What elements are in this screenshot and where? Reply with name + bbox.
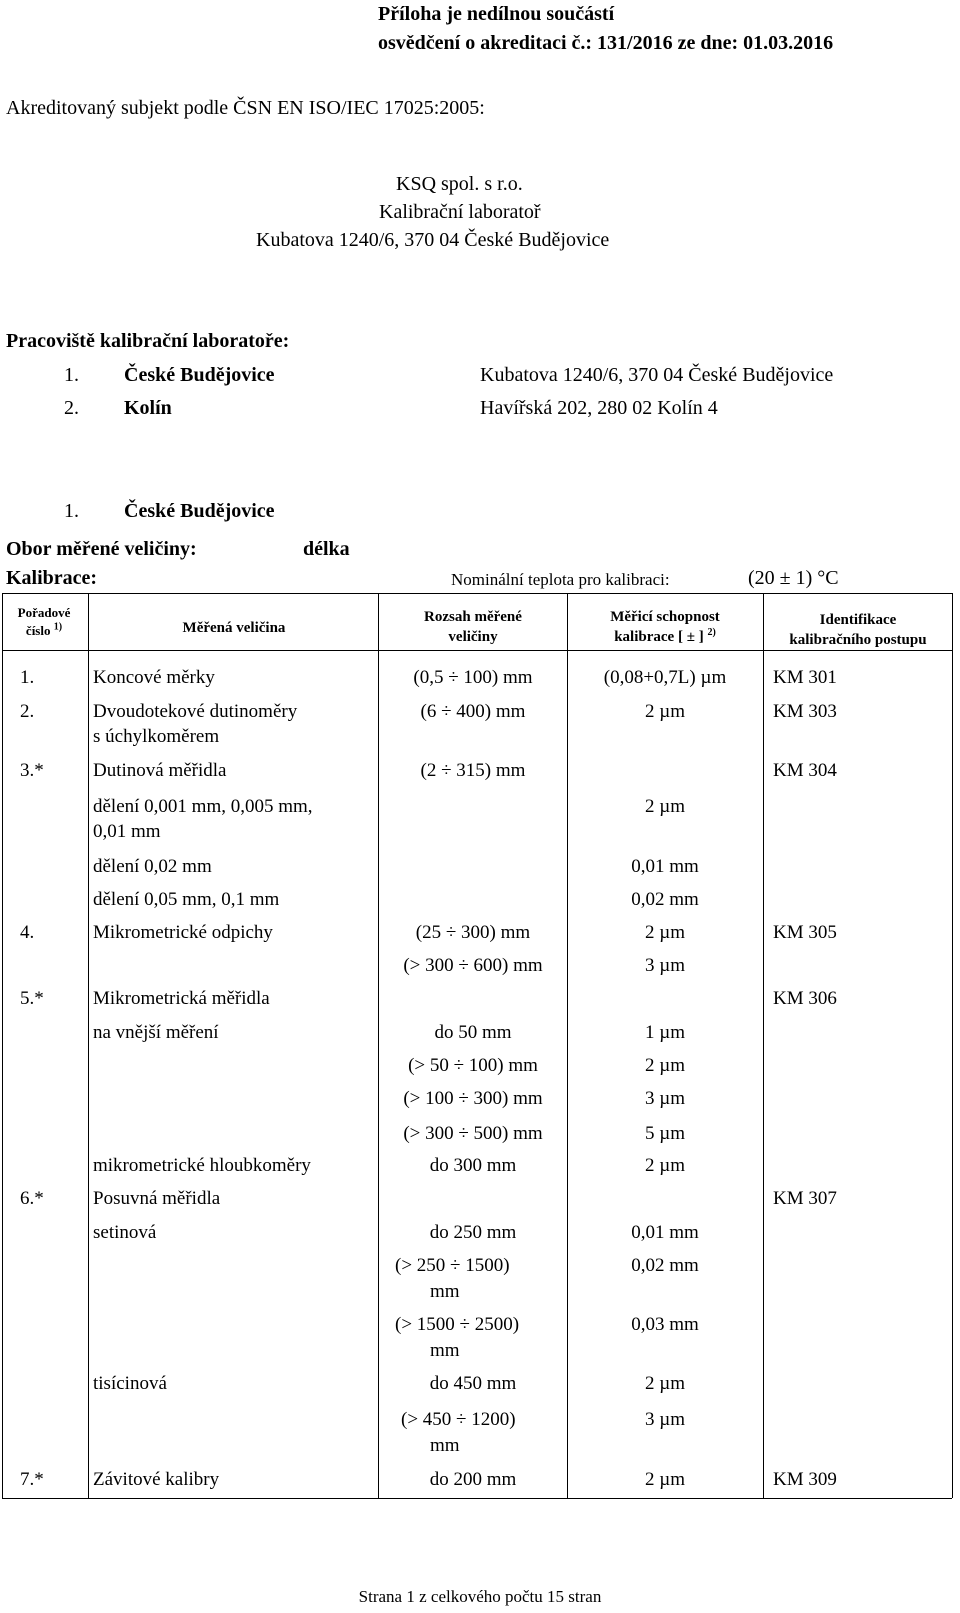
row-subitem: setinová [93, 1222, 157, 1243]
row-ident: KM 305 [773, 922, 837, 943]
row-num: 2. [20, 701, 35, 722]
header-ident-line-2: kalibračního postupu [789, 632, 927, 648]
row-name: Mikrometrické odpichy [93, 922, 273, 943]
row-subitem: tisícinová [93, 1373, 167, 1394]
row-capability: 2 µm [645, 796, 685, 817]
row-name-line-2: s úchylkoměrem [93, 726, 220, 747]
row-range: (> 100 ÷ 300) mm [403, 1088, 543, 1109]
row-name: Závitové kalibry [93, 1469, 220, 1490]
page-footer: Strana 1 z celkového počtu 15 stran [358, 1587, 602, 1606]
row-capability: 3 µm [645, 1409, 685, 1430]
row-subitem: dělení 0,001 mm, 0,005 mm, [93, 796, 313, 817]
row-ident: KM 303 [773, 701, 837, 722]
annex-line-1: Příloha je nedílnou součástí [378, 3, 615, 25]
row-name: Dutinová měřidla [93, 760, 227, 781]
field-label: Obor měřené veličiny: [6, 538, 197, 560]
row-subitem: na vnější měření [93, 1022, 219, 1043]
header-range [380, 607, 566, 647]
workplace-2-name: Kolín [124, 397, 172, 419]
header-ident [765, 610, 951, 650]
nominal-temp-label: Nominální teplota pro kalibraci: [451, 570, 670, 589]
row-range: (2 ÷ 315) mm [420, 760, 526, 781]
row-range: (25 ÷ 300) mm [415, 922, 531, 943]
header-ident-line-1: Identifikace [819, 612, 897, 628]
row-subitem-line-2: 0,01 mm [93, 821, 161, 842]
row-subitem: mikrometrické hloubkoměry [93, 1155, 311, 1176]
row-num: 5.* [20, 988, 44, 1009]
row-range-unit: mm [430, 1435, 460, 1456]
row-name: Dvoudotekové dutinoměry [93, 701, 298, 722]
nominal-temp-value: (20 ± 1) °C [748, 567, 839, 589]
row-capability: 0,03 mm [631, 1314, 699, 1335]
section-num: 1. [64, 500, 79, 522]
row-ident: KM 306 [773, 988, 837, 1009]
workplace-1-num: 1. [64, 364, 79, 386]
row-range: (> 300 ÷ 500) mm [403, 1123, 543, 1144]
row-ident: KM 307 [773, 1188, 837, 1209]
company-dept: Kalibrační laboratoř [379, 201, 541, 223]
row-num: 4. [20, 922, 35, 943]
workplace-1-address: Kubatova 1240/6, 370 04 České Budějovice [480, 364, 834, 386]
row-range: (6 ÷ 400) mm [420, 701, 526, 722]
header-order-line-1: Pořadové [17, 605, 71, 620]
row-range: do 200 mm [429, 1469, 517, 1490]
header-order-line-2: číslo $^{1)}$ [25, 621, 63, 638]
row-capability: 1 µm [645, 1022, 685, 1043]
header-quantity: Měřená veličina [182, 620, 286, 636]
row-name: Posuvná měřidla [93, 1188, 221, 1209]
row-num: 3.* [20, 760, 44, 781]
row-capability: 3 µm [645, 955, 685, 976]
table-col-border [378, 593, 379, 1498]
row-range: do 450 mm [429, 1373, 517, 1394]
table-col-border [2, 593, 3, 1498]
header-order [14, 604, 74, 640]
company-address: Kubatova 1240/6, 370 04 České Budějovice [256, 229, 610, 251]
table-col-border [952, 593, 953, 1498]
row-subitem: dělení 0,05 mm, 0,1 mm [93, 889, 280, 910]
field-value: délka [303, 538, 350, 560]
workplace-1-name: České Budějovice [124, 364, 275, 386]
workplace-2-address: Havířská 202, 280 02 Kolín 4 [480, 397, 718, 419]
row-ident: KM 309 [773, 1469, 837, 1490]
row-capability: 2 µm [645, 1469, 685, 1490]
table-top-border [2, 593, 952, 594]
table-bottom-border [2, 1498, 952, 1499]
row-capability: (0,08+0,7L) µm [603, 667, 727, 688]
row-name: Koncové měrky [93, 667, 215, 688]
row-capability: 5 µm [645, 1123, 685, 1144]
row-range-unit: mm [430, 1340, 460, 1361]
table-col-border [88, 593, 89, 1498]
row-capability: 2 µm [645, 701, 685, 722]
row-num: 1. [20, 667, 35, 688]
row-subitem: dělení 0,02 mm [93, 856, 212, 877]
row-capability: 2 µm [645, 1055, 685, 1076]
table-header-divider [2, 650, 952, 651]
workplace-2-num: 2. [64, 397, 79, 419]
row-range: (> 450 ÷ 1200) [401, 1409, 516, 1430]
row-capability: 2 µm [645, 922, 685, 943]
row-ident: KM 304 [773, 760, 837, 781]
row-capability: 2 µm [645, 1373, 685, 1394]
row-name: Mikrometrická měřidla [93, 988, 270, 1009]
row-range-unit: mm [430, 1281, 460, 1302]
row-range: (0,5 ÷ 100) mm [413, 667, 533, 688]
header-range-line-1: Rozsah měřené [424, 609, 522, 625]
row-range: do 250 mm [429, 1222, 517, 1243]
row-capability: 0,01 mm [631, 856, 699, 877]
row-capability: 2 µm [645, 1155, 685, 1176]
row-range: do 50 mm [434, 1022, 512, 1043]
workplaces-title: Pracoviště kalibrační laboratoře: [6, 330, 290, 352]
header-capability [570, 607, 760, 647]
calibration-label: Kalibrace: [6, 567, 98, 589]
row-range: (> 300 ÷ 600) mm [403, 955, 543, 976]
row-num: 6.* [20, 1188, 44, 1209]
header-range-line-2: veličiny [448, 629, 498, 645]
row-capability: 3 µm [645, 1088, 685, 1109]
row-range: (> 1500 ÷ 2500) [395, 1314, 520, 1335]
row-capability: 0,01 mm [631, 1222, 699, 1243]
row-capability: 0,02 mm [631, 1255, 699, 1276]
table-col-border [763, 593, 764, 1498]
header-capability-line-1: Měřicí schopnost [610, 609, 720, 625]
section-name: České Budějovice [124, 500, 275, 522]
company-name: KSQ spol. s r.o. [396, 173, 523, 195]
row-ident: KM 301 [773, 667, 837, 688]
annex-line-2: osvědčení o akreditaci č.: 131/2016 ze dne: 01.03.2016 [378, 32, 834, 54]
row-range: do 300 mm [429, 1155, 517, 1176]
accredited-subject: Akreditovaný subjekt podle ČSN EN ISO/IEC 17025:2005: [6, 97, 485, 119]
row-num: 7.* [20, 1469, 44, 1490]
header-capability-line-2: kalibrace [ ± ] $^{2)}$ [614, 627, 716, 645]
row-range: (> 50 ÷ 100) mm [408, 1055, 538, 1076]
table-col-border [567, 593, 568, 1498]
row-capability: 0,02 mm [631, 889, 699, 910]
row-range: (> 250 ÷ 1500) [395, 1255, 510, 1276]
